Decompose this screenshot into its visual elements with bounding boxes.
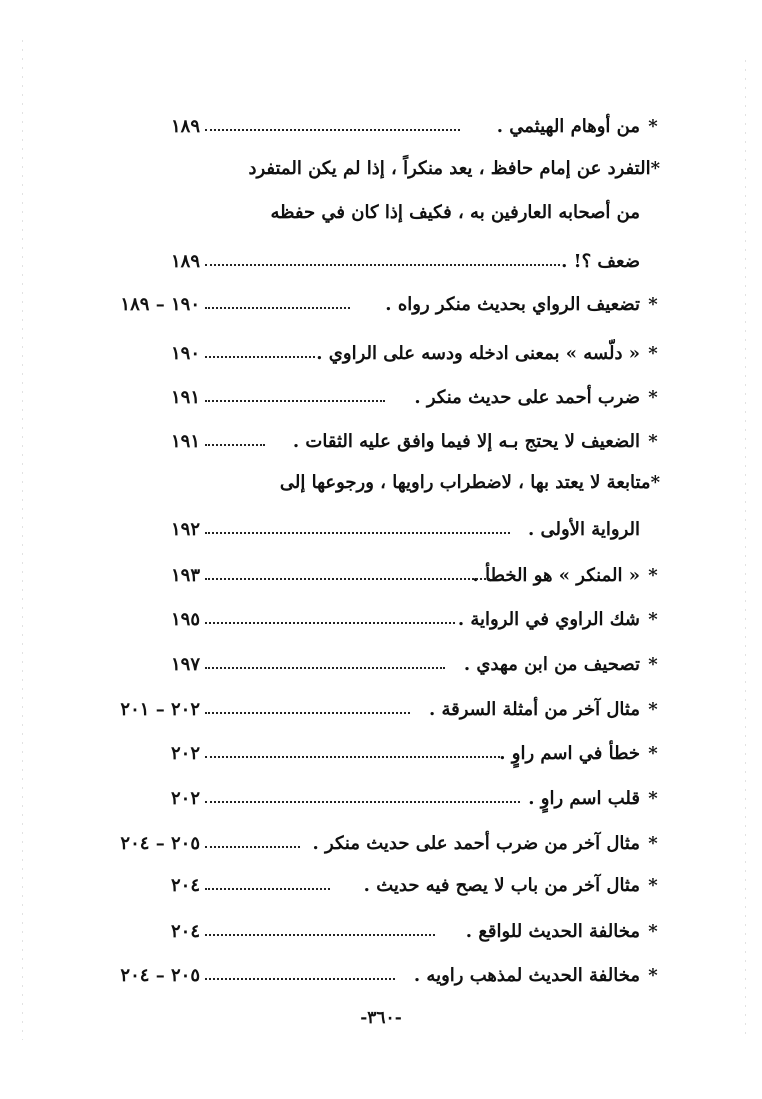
entry-pages: ٢٠٢	[170, 743, 200, 764]
entry-pages: ٢٠٤	[170, 921, 200, 942]
toc-entry	[60, 779, 660, 819]
entry-title: شك الراوي في الرواية .	[457, 609, 640, 630]
toc-entry-line	[200, 149, 660, 189]
entry-pages: ١٨٩	[170, 251, 200, 272]
scan-speckle	[22, 40, 23, 1040]
entry-pages: ٢٠٥ – ٢٠٤	[120, 965, 200, 986]
entry-pages: ١٩٠ – ١٨٩	[120, 294, 200, 315]
toc-entry	[60, 912, 660, 952]
entry-title: تصحيف من ابن مهدي .	[463, 654, 640, 675]
leader-dots	[205, 578, 490, 580]
entry-title-line: التفرد عن إمام حافظ ، يعد منكراً ، إذا لم يكن المتفرد	[248, 158, 651, 179]
bullet-star: *	[648, 609, 658, 630]
entry-title-line: من أصحابه العارفين به ، فكيف إذا كان في حفظه	[270, 202, 640, 223]
leader-dots	[205, 264, 560, 266]
entry-pages: ١٩٥	[170, 609, 200, 630]
leader-dots	[205, 801, 520, 803]
entry-pages: ٢٠٥ – ٢٠٤	[120, 833, 200, 854]
entry-pages: ١٩٣	[170, 565, 200, 586]
leader-dots	[205, 846, 300, 848]
bullet-star: *	[648, 699, 658, 720]
toc-entry	[60, 556, 660, 596]
toc-entry	[60, 600, 660, 640]
leader-dots	[205, 532, 510, 534]
leader-dots	[205, 888, 330, 890]
toc-entry	[60, 824, 660, 864]
entry-title-line: متابعة لا يعتد بها ، لاضطراب راويها ، ورجوعها إلى	[279, 472, 651, 493]
toc-entry	[60, 285, 660, 325]
leader-dots	[205, 934, 435, 936]
entry-pages: ٢٠٤	[170, 875, 200, 896]
bullet-star: *	[650, 158, 660, 179]
entry-title: خطأ في اسم راوٍ .	[499, 743, 640, 764]
bullet-star: *	[648, 294, 658, 315]
bullet-star: *	[650, 472, 660, 493]
bullet-star: *	[648, 875, 658, 896]
toc-entry	[60, 956, 660, 996]
entry-title-line: الرواية الأولى .	[527, 519, 640, 540]
scan-speckle	[745, 60, 746, 1040]
toc-entry	[60, 422, 660, 462]
entry-pages: ١٩٧	[170, 654, 200, 675]
entry-pages: ٢٠٢ – ٢٠١	[120, 699, 200, 720]
leader-dots	[205, 444, 265, 446]
bullet-star: *	[648, 565, 658, 586]
toc-entry	[60, 645, 660, 685]
entry-title: مخالفة الحديث لمذهب راويه .	[413, 965, 640, 986]
leader-dots	[205, 356, 315, 358]
entry-title: مثال آخر من باب لا يصح فيه حديث .	[363, 875, 640, 896]
entry-pages: ١٩٠	[170, 343, 200, 364]
entry-title: « المنكر » هو الخطأ .	[472, 565, 640, 586]
entry-title: تضعيف الرواي بحديث منكر رواه .	[385, 294, 640, 315]
entry-title: مثال آخر من أمثلة السرقة .	[428, 699, 640, 720]
toc-entry-line	[200, 193, 660, 233]
entry-title: من أوهام الهيثمي .	[496, 116, 640, 137]
toc-entry	[60, 107, 660, 147]
bullet-star: *	[648, 788, 658, 809]
entry-title: « دلّسه » بمعنى ادخله ودسه على الراوي .	[316, 343, 640, 364]
leader-dots	[205, 622, 455, 624]
bullet-star: *	[648, 833, 658, 854]
entry-title: الضعيف لا يحتج بـه إلا فيما وافق عليه الثقات .	[292, 431, 640, 452]
bullet-star: *	[648, 965, 658, 986]
toc-entry	[60, 378, 660, 418]
toc-entry-line	[180, 463, 660, 503]
bullet-star: *	[648, 116, 658, 137]
entry-pages: ١٩١	[170, 387, 200, 408]
entry-pages: ١٨٩	[170, 116, 200, 137]
leader-dots	[205, 712, 410, 714]
entry-title: قلب اسم راوٍ .	[528, 788, 640, 809]
toc-entry	[60, 334, 660, 374]
entry-title-line: ضعف ؟! .	[561, 251, 640, 272]
bullet-star: *	[648, 654, 658, 675]
bullet-star: *	[648, 387, 658, 408]
entry-pages: ١٩١	[170, 431, 200, 452]
page-number: -٣٦٠-	[360, 1008, 402, 1028]
entry-title: مثال آخر من ضرب أحمد على حديث منكر .	[312, 833, 640, 854]
bullet-star: *	[648, 921, 658, 942]
bullet-star: *	[648, 343, 658, 364]
toc-entry	[60, 510, 660, 550]
toc-entry	[60, 734, 660, 774]
entry-title: ضرب أحمد على حديث منكر .	[414, 387, 640, 408]
leader-dots	[205, 756, 500, 758]
bullet-star: *	[648, 431, 658, 452]
toc-entry	[60, 690, 660, 730]
toc-entry	[60, 242, 660, 282]
entry-pages: ٢٠٢	[170, 788, 200, 809]
leader-dots	[205, 978, 395, 980]
bullet-star: *	[648, 743, 658, 764]
leader-dots	[205, 400, 385, 402]
leader-dots	[205, 129, 460, 131]
entry-title: مخالفة الحديث للواقع .	[465, 921, 640, 942]
leader-dots	[205, 307, 350, 309]
entry-pages: ١٩٢	[170, 519, 200, 540]
toc-entry	[60, 866, 660, 906]
leader-dots	[205, 667, 445, 669]
